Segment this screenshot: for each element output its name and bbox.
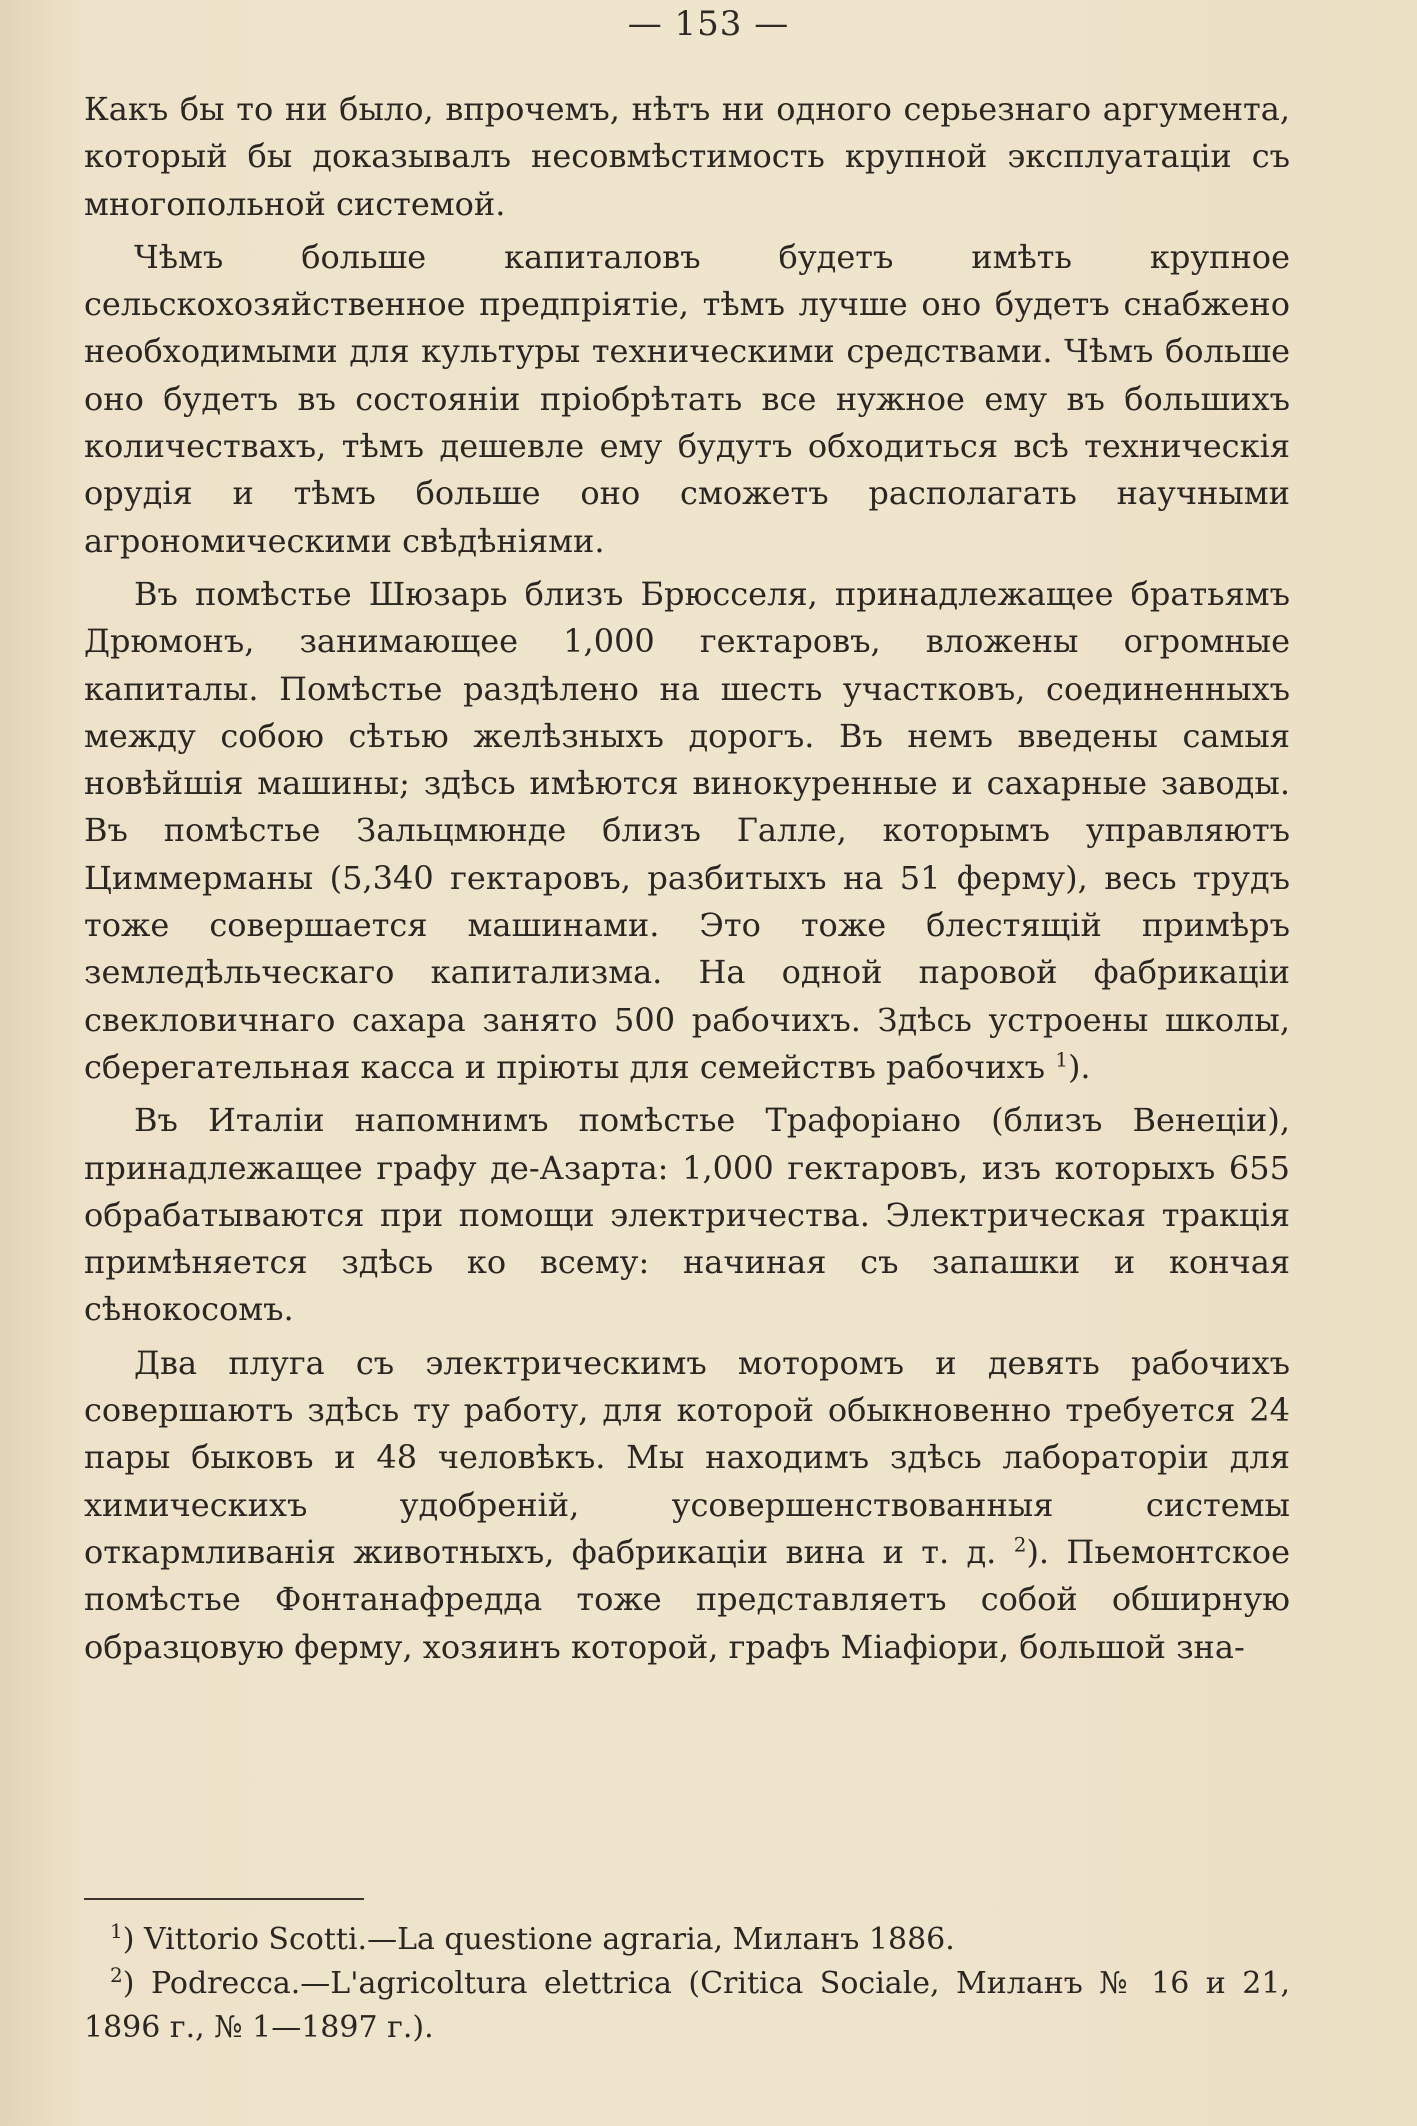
footnote-2-text: Podrecca.—L'agricoltura elettrica (Critica Sociale, Миланъ № 16 и 21, 1896 г., № 1—1897 г.). [84,1966,1290,2045]
paragraph-5-text: Два плуга съ электрическимъ моторомъ и девять рабочихъ совершаютъ здѣсь ту работу, для которой обыкновенно требуется 24 пары быковъ и 48 человѣкъ. Мы находимъ здѣсь лабораторіи для химическихъ удобреній, усовершенствованныя системы откармливанія животныхъ, фабрикаціи вина и т. д. [84,1343,1290,1571]
page-number: — 153 — [627,4,790,44]
footnote-1-text: Vittorio Scotti.—La questione agraria, Миланъ 1886. [143,1922,955,1957]
footnote-1: $^1$) Vittorio Scotti.—La questione agraria, Миланъ 1886. [110,1919,955,1957]
footnote-2: $^2$) Podrecca.—L'agricoltura elettrica (Critica Sociale, Миланъ № 16 и 21, 1896 г., № 1—1897 г.). [84,1963,1290,2045]
paragraph-5-tail: ). Пьемонтское помѣстье Фонтанафредда тоже представляетъ собой обширную образцовую ферму, хозяинъ которой, графъ Міафіори, большой зна- [84,1532,1291,1666]
footnote-1-mark: 1 [110,1919,123,1943]
footnote-ref-1: 1 [1055,1047,1068,1072]
paragraph-1 [84,86,1290,228]
paragraph-5 [84,1340,1290,1671]
paragraph-3-text: Въ помѣстье Шюзарь близъ Брюсселя, принадлежащее братьямъ Дрюмонъ, занимающее 1,000 гектаровъ, вложены огромные капиталы. Помѣстье раздѣлено на шесть участковъ, соединенныхъ между собою сѣтью желѣзныхъ дорогъ. Въ немъ введены самыя новѣйшія машины; здѣсь имѣются винокуренные и сахарные заводы. Въ помѣстье Зальцмюнде близъ Галле, которымъ управляютъ Циммерманы (5,340 гектаровъ, разбитыхъ на 51 ферму), весь трудъ тоже совершается машинами. Это тоже блестящій примѣръ земледѣльческаго капитализма. На одной паровой фабрикаціи свекловичнаго сахара занято 500 рабочихъ. Здѣсь устроены школы, сберегательная касса и пріюты для семействъ рабочихъ [84,574,1290,1086]
footnote-ref-2: 2 [1013,1532,1027,1557]
paragraph-4-text: Въ Италіи напомнимъ помѣстье Трафоріано (близъ Венеціи), принадлежащее графу де-Азарта: 1,000 гектаровъ, изъ которыхъ 655 обрабатываются при помощи электричества. Электрическая тракція примѣняется здѣсь ко всему: начиная съ запашки и кончая сѣнокосомъ. [84,1101,1290,1329]
footnotes [84,1918,1290,2050]
paragraph-1-text: Какъ бы то ни было, впрочемъ, нѣтъ ни одного серьезнаго аргумента, который бы доказывалъ несовмѣстимость крупной эксплуатаціи съ многопольной системой. [84,90,1290,223]
paragraph-2-text: Чѣмъ больше капиталовъ будетъ имѣть крупное сельскохозяйственное предпріятіе, тѣмъ лучше оно будетъ снабжено необходимыми для культуры техническими средствами. Чѣмъ больше оно будетъ въ состояніи пріобрѣтать все нужное ему въ большихъ количествахъ, тѣмъ дешевле ему будутъ обходиться всѣ техническія орудія и тѣмъ больше оно сможетъ располагать научными агрономическими свѣдѣніями. [84,237,1290,560]
paragraph-4 [84,1097,1290,1333]
body-text [84,86,1290,1677]
footnote-divider [84,1898,364,1900]
paragraph-3 [84,571,1290,1091]
footnote-2-mark: 2 [110,1963,123,1987]
paragraph-3-tail: ). [1067,1047,1091,1086]
paragraph-2 [84,234,1290,565]
